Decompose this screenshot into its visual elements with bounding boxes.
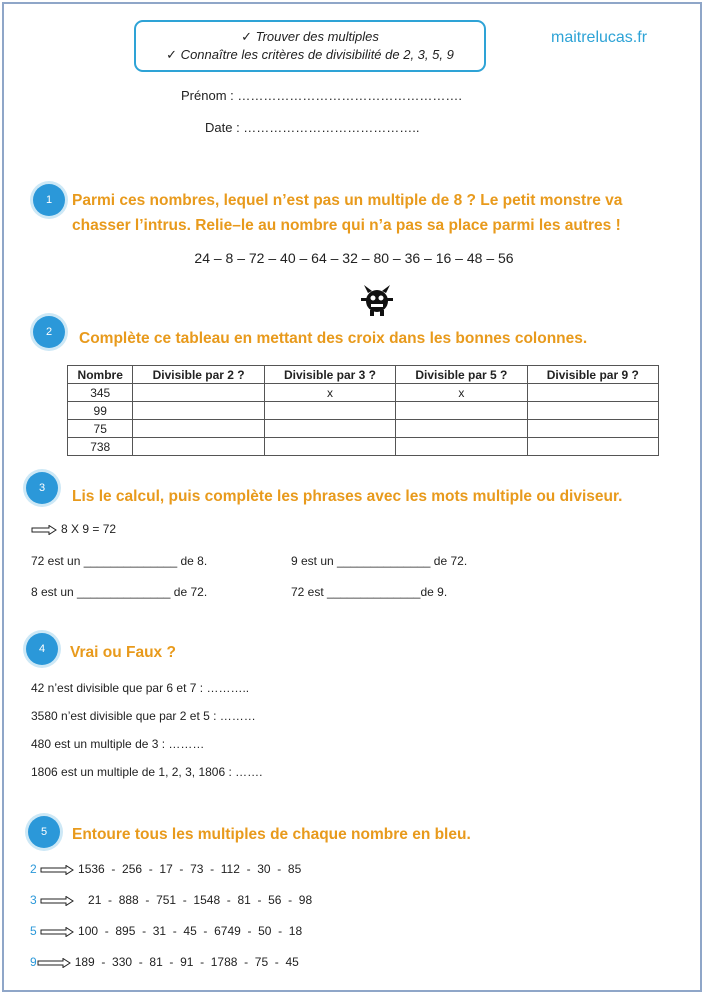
prenom-field: Prénom : ……………………………………………. (181, 88, 462, 103)
multiples-row (30, 924, 302, 938)
table-header: Divisible par 5 ? (396, 366, 527, 384)
true-false-item: 1806 est un multiple de 1, 2, 3, 1806 : ……. (31, 765, 263, 779)
table-header-row (68, 366, 659, 384)
table-cell[interactable] (133, 402, 264, 420)
exercise-2-badge: 2 (33, 316, 65, 348)
arrow-right-icon (40, 896, 74, 906)
table-cell[interactable]: x (396, 384, 527, 402)
exercise-1-instructions (72, 188, 622, 238)
table-header: Divisible par 9 ? (527, 366, 658, 384)
true-false-item: 480 est un multiple de 3 : ……… (31, 737, 205, 751)
exercise-1-numbers: 24 – 8 – 72 – 40 – 64 – 32 – 80 – 36 – 16 – 48 – 56 (194, 250, 514, 266)
sentence-2: 9 est un ______________ de 72. (291, 554, 468, 568)
table-cell: 738 (68, 438, 133, 456)
calc-line (31, 522, 116, 536)
table-cell: 345 (68, 384, 133, 402)
true-false-item: 42 n’est divisible que par 6 et 7 : ……….. (31, 681, 250, 695)
exercise-4-title: Vrai ou Faux ? (70, 644, 176, 661)
table-cell[interactable] (264, 420, 395, 438)
number-list: 1536 - 256 - 17 - 73 - 112 - 30 - 85 (78, 862, 302, 876)
row-number: 3 (30, 893, 37, 907)
arrow-right-icon (40, 927, 74, 937)
exercise-1-line-1: Parmi ces nombres, lequel n’est pas un multiple de 8 ? Le petit monstre va (72, 192, 623, 209)
table-cell[interactable] (133, 420, 264, 438)
arrow-right-icon (31, 525, 57, 535)
row-number: 9 (30, 955, 37, 969)
table-cell[interactable] (527, 438, 658, 456)
table-cell[interactable] (133, 384, 264, 402)
multiples-row (30, 955, 299, 969)
divisibility-table (67, 365, 659, 456)
table-row (68, 438, 659, 456)
calc-text: 8 X 9 = 72 (61, 522, 117, 536)
table-cell[interactable] (527, 384, 658, 402)
table-cell[interactable] (396, 420, 527, 438)
arrow-right-icon (37, 958, 71, 968)
objective-2: ✓ Connaître les critères de divisibilité de 2, 3, 5, 9 (166, 47, 454, 62)
table-cell[interactable]: x (264, 384, 395, 402)
table-cell[interactable] (396, 438, 527, 456)
sentence-1: 72 est un ______________ de 8. (31, 554, 208, 568)
site-name[interactable]: maitrelucas.fr (551, 29, 648, 46)
exercise-4-badge: 4 (26, 633, 58, 665)
row-number: 2 (30, 862, 37, 876)
table-header: Divisible par 3 ? (264, 366, 395, 384)
table-row (68, 384, 659, 402)
exercise-3-badge: 3 (26, 472, 58, 504)
objectives-box (134, 20, 486, 72)
table-header: Divisible par 2 ? (133, 366, 264, 384)
number-list: 100 - 895 - 31 - 45 - 6749 - 50 - 18 (78, 924, 303, 938)
row-number: 5 (30, 924, 37, 938)
number-list: 21 - 888 - 751 - 1548 - 81 - 56 - 98 (78, 893, 313, 907)
exercise-3-title: Lis le calcul, puis complète les phrases avec les mots multiple ou diviseur. (72, 488, 623, 505)
table-cell[interactable] (527, 402, 658, 420)
table-cell[interactable] (396, 402, 527, 420)
exercise-5-badge: 5 (28, 816, 60, 848)
table-header: Nombre (68, 366, 133, 384)
table-cell: 99 (68, 402, 133, 420)
exercise-2-title: Complète ce tableau en mettant des croix dans les bonnes colonnes. (79, 330, 588, 347)
exercise-5-title: Entoure tous les multiples de chaque nombre en bleu. (72, 826, 471, 843)
number-list: 189 - 330 - 81 - 91 - 1788 - 75 - 45 (74, 955, 299, 969)
table-cell[interactable] (133, 438, 264, 456)
monster-icon (360, 284, 394, 316)
exercise-1-badge: 1 (33, 184, 65, 216)
multiples-row (30, 862, 301, 876)
exercise-1-line-2: chasser l’intrus. Relie–le au nombre qui n’a pas sa place parmi les autres ! (72, 217, 621, 234)
arrow-right-icon (40, 865, 74, 875)
table-cell[interactable] (527, 420, 658, 438)
table-cell[interactable] (264, 438, 395, 456)
table-cell: 75 (68, 420, 133, 438)
objective-1: ✓ Trouver des multiples (241, 29, 379, 44)
true-false-item: 3580 n’est divisible que par 2 et 5 : ……… (31, 709, 256, 723)
sentence-3: 8 est un ______________ de 72. (31, 585, 208, 599)
date-field: Date : ………………………………….. (205, 120, 420, 135)
multiples-row (30, 893, 312, 907)
table-row (68, 420, 659, 438)
table-cell[interactable] (264, 402, 395, 420)
sentence-4: 72 est ______________de 9. (291, 585, 448, 599)
table-row (68, 402, 659, 420)
